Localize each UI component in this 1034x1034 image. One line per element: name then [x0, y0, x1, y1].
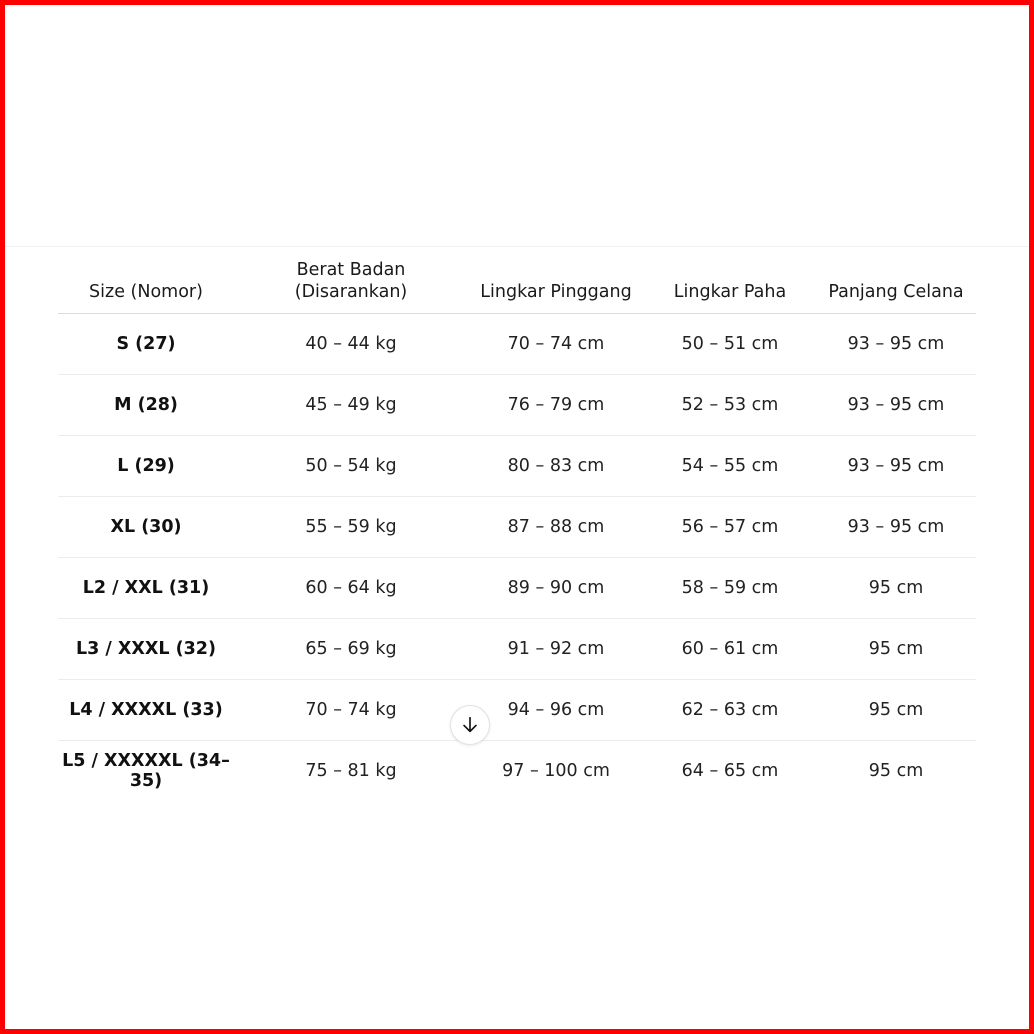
cell-weight: 60 – 64 kg: [234, 558, 468, 619]
cell-thigh: 58 – 59 cm: [644, 558, 816, 619]
size-chart-table: [58, 250, 976, 801]
cell-size: S (27): [58, 314, 234, 375]
cell-length: 93 – 95 cm: [816, 497, 976, 558]
cell-thigh: 50 – 51 cm: [644, 314, 816, 375]
cell-waist: 91 – 92 cm: [468, 619, 644, 680]
cell-thigh: 60 – 61 cm: [644, 619, 816, 680]
cell-thigh: 54 – 55 cm: [644, 436, 816, 497]
cell-waist: 89 – 90 cm: [468, 558, 644, 619]
header-weight: Berat Badan (Disarankan): [234, 250, 468, 314]
header-length: Panjang Celana: [816, 250, 976, 314]
header-thigh: Lingkar Paha: [644, 250, 816, 314]
cell-length: 95 cm: [816, 680, 976, 741]
cell-size: L4 / XXXXL (33): [58, 680, 234, 741]
cell-length: 93 – 95 cm: [816, 436, 976, 497]
table-row: [58, 375, 976, 436]
table-row: [58, 314, 976, 375]
cell-thigh: 56 – 57 cm: [644, 497, 816, 558]
table-row: [58, 619, 976, 680]
table-row: [58, 497, 976, 558]
arrow-down-icon: [459, 714, 481, 736]
cell-size: L5 / XXXXXL (34–35): [62, 751, 230, 791]
cell-waist: 97 – 100 cm: [502, 761, 610, 781]
table-header-row: [58, 250, 976, 314]
table-row: [58, 741, 976, 802]
cell-weight: 65 – 69 kg: [234, 619, 468, 680]
cell-weight: 75 – 81 kg: [305, 761, 397, 781]
cell-size: XL (30): [58, 497, 234, 558]
cell-weight: 45 – 49 kg: [234, 375, 468, 436]
cell-size: M (28): [58, 375, 234, 436]
cell-size: L (29): [58, 436, 234, 497]
cell-thigh: 52 – 53 cm: [644, 375, 816, 436]
cell-waist: 70 – 74 cm: [468, 314, 644, 375]
cell-length: 93 – 95 cm: [816, 375, 976, 436]
cell-waist: 80 – 83 cm: [468, 436, 644, 497]
header-size: Size (Nomor): [58, 250, 234, 314]
cell-length: 95 cm: [816, 619, 976, 680]
cell-length: 93 – 95 cm: [816, 314, 976, 375]
cell-length: 95 cm: [868, 761, 924, 781]
cell-waist: 87 – 88 cm: [468, 497, 644, 558]
header-waist: Lingkar Pinggang: [468, 250, 644, 314]
cell-thigh: 62 – 63 cm: [644, 680, 816, 741]
cell-waist: 94 – 96 cm: [468, 680, 644, 741]
cell-waist: 76 – 79 cm: [468, 375, 644, 436]
cell-size: L3 / XXXL (32): [58, 619, 234, 680]
table-row: [58, 558, 976, 619]
table-row: [58, 680, 976, 741]
cell-length: 95 cm: [816, 558, 976, 619]
table-row: [58, 436, 976, 497]
cell-weight: 70 – 74 kg: [234, 680, 468, 741]
cell-size: L2 / XXL (31): [58, 558, 234, 619]
scroll-down-button[interactable]: [450, 705, 490, 745]
cell-weight: 50 – 54 kg: [234, 436, 468, 497]
cell-weight: 55 – 59 kg: [234, 497, 468, 558]
cell-thigh: 64 – 65 cm: [681, 761, 779, 781]
cell-weight: 40 – 44 kg: [234, 314, 468, 375]
